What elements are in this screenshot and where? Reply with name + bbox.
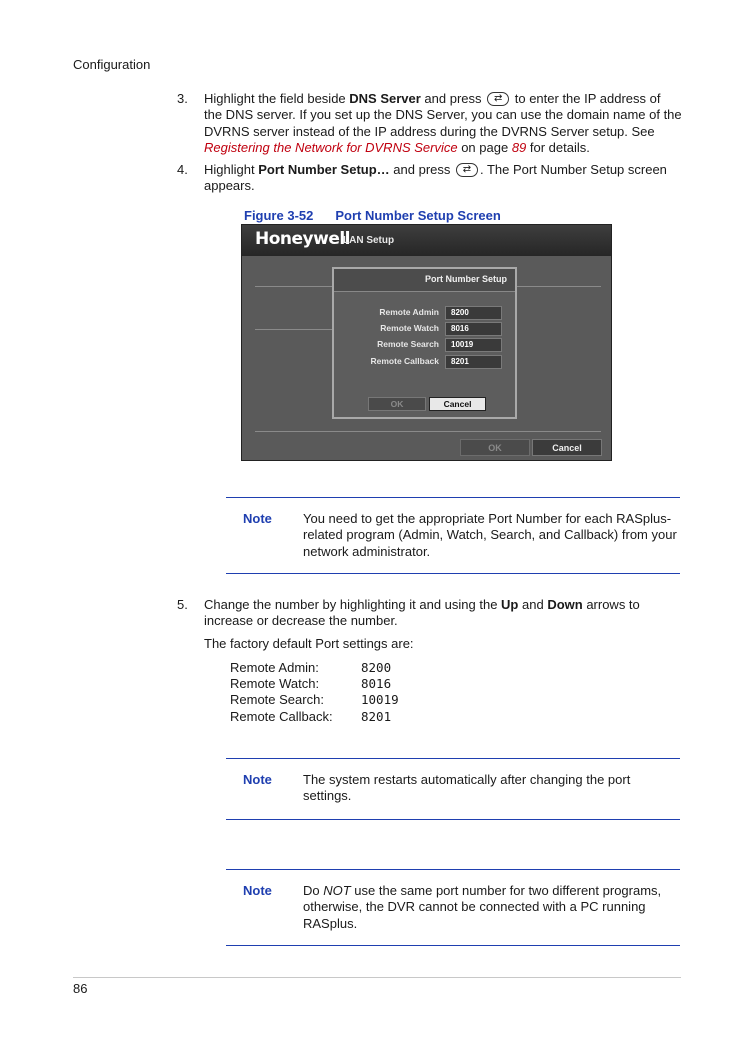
text-run: Highlight the field beside — [204, 91, 350, 106]
note-top-rule — [226, 497, 680, 498]
text-run: on page — [457, 139, 512, 155]
remote-watch-row — [334, 322, 515, 336]
note-bottom-rule — [226, 945, 680, 946]
port-number-setup-screenshot — [241, 224, 612, 461]
step-number: 3. — [177, 91, 188, 106]
note-bottom-rule — [226, 573, 680, 574]
page-reference-link[interactable]: 89 — [511, 139, 527, 155]
ui-term-down: Down — [547, 597, 583, 612]
remote-search-port-field[interactable]: 10019 — [445, 338, 502, 352]
remote-search-row — [334, 338, 515, 352]
emphasis: NOT — [323, 883, 351, 898]
figure-number: Figure 3-52 — [244, 208, 314, 223]
port-value: 10019 — [361, 692, 399, 708]
step-text — [204, 162, 682, 195]
ui-term-up: Up — [501, 597, 519, 612]
port-value: 8200 — [361, 660, 392, 675]
port-name: Remote Callback: — [230, 708, 333, 724]
remote-admin-port-field[interactable]: 8200 — [445, 306, 502, 320]
remote-watch-port-field[interactable]: 8016 — [445, 322, 502, 336]
text-run: Do — [303, 883, 324, 898]
figure-title: Port Number Setup Screen — [335, 208, 501, 223]
port-number-setup-dialog — [332, 267, 517, 419]
field-label: Remote Callback — [370, 356, 439, 366]
note-text: The system restarts automatically after changing the port settings. — [303, 772, 631, 804]
note-text — [303, 883, 681, 932]
title-bar — [242, 225, 611, 256]
text-run: and press — [420, 91, 486, 106]
window-title: LAN Setup — [343, 235, 395, 246]
footer-rule — [73, 977, 681, 978]
divider — [255, 329, 332, 330]
note-label: Note — [243, 883, 272, 898]
dialog-title-bar — [334, 269, 515, 292]
step-text — [204, 91, 682, 156]
text-run: Change the number by highlighting it and using the — [204, 597, 502, 612]
text-run: arrows to increase or decrease the number. — [204, 597, 640, 629]
step-5 — [177, 597, 682, 630]
port-name: Remote Watch: — [230, 676, 320, 692]
divider — [255, 431, 601, 432]
running-header: Configuration — [73, 57, 151, 72]
note-bottom-rule — [226, 819, 680, 820]
brand-logo: Honeywell — [255, 229, 351, 249]
page-number: 86 — [73, 981, 88, 996]
text-run: to enter the IP address of the DNS server. If you set up the DNS Server, you can use the domain name of the DVRNS server instead of the IP address during the DVRNS Server setup. See — [204, 91, 682, 139]
ui-term-port-number-setup: Port Number Setup… — [258, 162, 390, 177]
field-label: Remote Search — [377, 339, 439, 349]
text-run: and — [518, 597, 548, 612]
note-label: Note — [243, 511, 272, 526]
field-label: Remote Watch — [380, 323, 439, 333]
note-text: You need to get the appropriate Port Number for each RASplus-related program (Admin, Watch, Search, and Callback) from your network administrator. — [303, 511, 677, 559]
ok-button[interactable]: OK — [460, 439, 530, 456]
dialog-title: Port Number Setup — [424, 274, 507, 284]
port-name: Remote Search: — [230, 692, 324, 708]
text-run: . The Port Number Setup screen appears. — [204, 162, 667, 194]
remote-callback-row — [334, 355, 515, 369]
enter-button-icon — [487, 92, 509, 106]
enter-button-icon — [456, 163, 478, 177]
text-run: and press — [389, 162, 454, 177]
text-run: use the same port number for two different programs, otherwise, the DVR cannot be connected with a PC running RASplus. — [303, 883, 662, 931]
cancel-button[interactable]: Cancel — [532, 439, 602, 456]
step-text — [204, 597, 682, 630]
dialog-cancel-button[interactable]: Cancel — [429, 397, 486, 411]
remote-admin-row — [334, 306, 515, 320]
cross-reference-link[interactable]: Registering the Network for DVRNS Service — [204, 139, 458, 155]
port-value: 8016 — [361, 676, 392, 692]
field-label: Remote Admin — [379, 307, 439, 317]
port-name: Remote Admin: — [230, 660, 319, 675]
step-number: 5. — [177, 597, 188, 612]
note-label: Note — [243, 772, 272, 787]
port-value: 8201 — [361, 708, 392, 724]
remote-callback-port-field[interactable]: 8201 — [445, 355, 502, 369]
figure-caption — [244, 208, 501, 223]
step-3 — [177, 91, 682, 156]
defaults-intro: The factory default Port settings are: — [204, 636, 414, 651]
ui-term-dns-server: DNS Server — [349, 91, 421, 106]
dialog-ok-button[interactable]: OK — [368, 397, 426, 411]
text-run: Highlight — [204, 162, 259, 177]
step-4 — [177, 162, 682, 195]
note-top-rule — [226, 869, 680, 870]
note-top-rule — [226, 758, 680, 759]
step-number: 4. — [177, 162, 188, 177]
text-run: for details. — [526, 139, 590, 155]
